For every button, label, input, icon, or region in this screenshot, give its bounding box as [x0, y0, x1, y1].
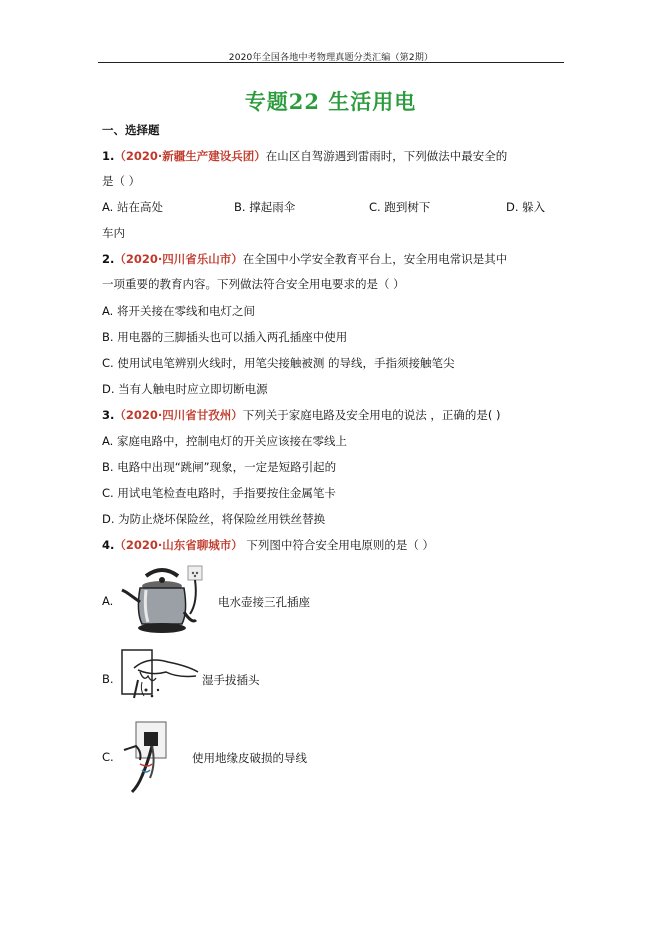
option-c: C. 跑到树下 — [369, 200, 431, 214]
question-text: 在山区自驾游遇到雷雨时，下列做法中最安全的 — [265, 149, 508, 163]
page-title: 专题22 生活用电 — [244, 89, 417, 114]
question-text: 在全国中小学安全教育平台上，安全用电常识是其中 — [242, 252, 508, 266]
option-b: B. 撑起雨伞 — [234, 200, 296, 214]
option-c: C. 使用试电笔辨别火线时，用笔尖接触被测 的导线，手指须接触笔尖 — [102, 356, 455, 370]
question-1 — [102, 148, 507, 164]
kettle-image — [120, 562, 210, 640]
question-number: 3. — [102, 408, 115, 422]
question-number: 2. — [102, 252, 115, 266]
question-1-cont: 是（ ） — [102, 174, 141, 188]
question-text: 下列关于家庭电路及安全用电的说法 ，正确的是( ) — [242, 408, 501, 422]
section-heading: 一、选择题 — [102, 123, 160, 137]
question-number: 4. — [102, 538, 115, 552]
question-2 — [102, 251, 507, 267]
option-d-cont: 车内 — [102, 226, 125, 240]
option-b: B. 电路中出现“跳闸”现象，一定是短路引起的 — [102, 460, 337, 474]
question-source: （2020·四川省甘孜州） — [114, 408, 243, 422]
question-number: 1. — [102, 149, 115, 163]
wet-hand-plug-image — [118, 646, 200, 702]
option-b-caption: 湿手拔插头 — [202, 673, 260, 687]
page-header: 2020年全国各地中考物理真题分类汇编（第2期） — [228, 53, 434, 63]
question-source: （2020·新疆生产建设兵团） — [114, 149, 266, 163]
option-c-letter: C. — [102, 750, 114, 764]
option-a-caption: 电水壶接三孔插座 — [218, 595, 310, 609]
header-rule — [98, 62, 564, 63]
option-a: A. 家庭电路中，控制电灯的开关应该接在零线上 — [102, 434, 347, 448]
damaged-wire-image — [122, 714, 184, 794]
question-text: 下列图中符合安全用电原则的是（ ） — [242, 538, 435, 552]
option-d: D. 躲入 — [506, 200, 546, 214]
question-source: （2020·四川省乐山市） — [114, 252, 243, 266]
option-b-letter: B. — [102, 672, 114, 686]
option-d: D. 为防止烧坏保险丝，将保险丝用铁丝替换 — [102, 512, 326, 526]
option-a-letter: A. — [102, 594, 114, 608]
option-d: D. 当有人触电时应立即切断电源 — [102, 382, 268, 396]
question-4 — [102, 537, 434, 553]
option-c-caption: 使用地缘皮破损的导线 — [192, 751, 307, 765]
option-c: C. 用试电笔检查电路时，手指要按住金属笔卡 — [102, 486, 336, 500]
question-source: （2020·山东省聊城市） — [114, 538, 243, 552]
option-a: A. 将开关接在零线和电灯之间 — [102, 304, 255, 318]
option-b: B. 用电器的三脚插头也可以插入两孔插座中使用 — [102, 330, 348, 344]
option-a: A. 站在高处 — [102, 200, 163, 214]
question-3 — [102, 407, 501, 423]
question-2-cont: 一项重要的教育内容。下列做法符合安全用电要求的是（ ） — [102, 277, 405, 291]
